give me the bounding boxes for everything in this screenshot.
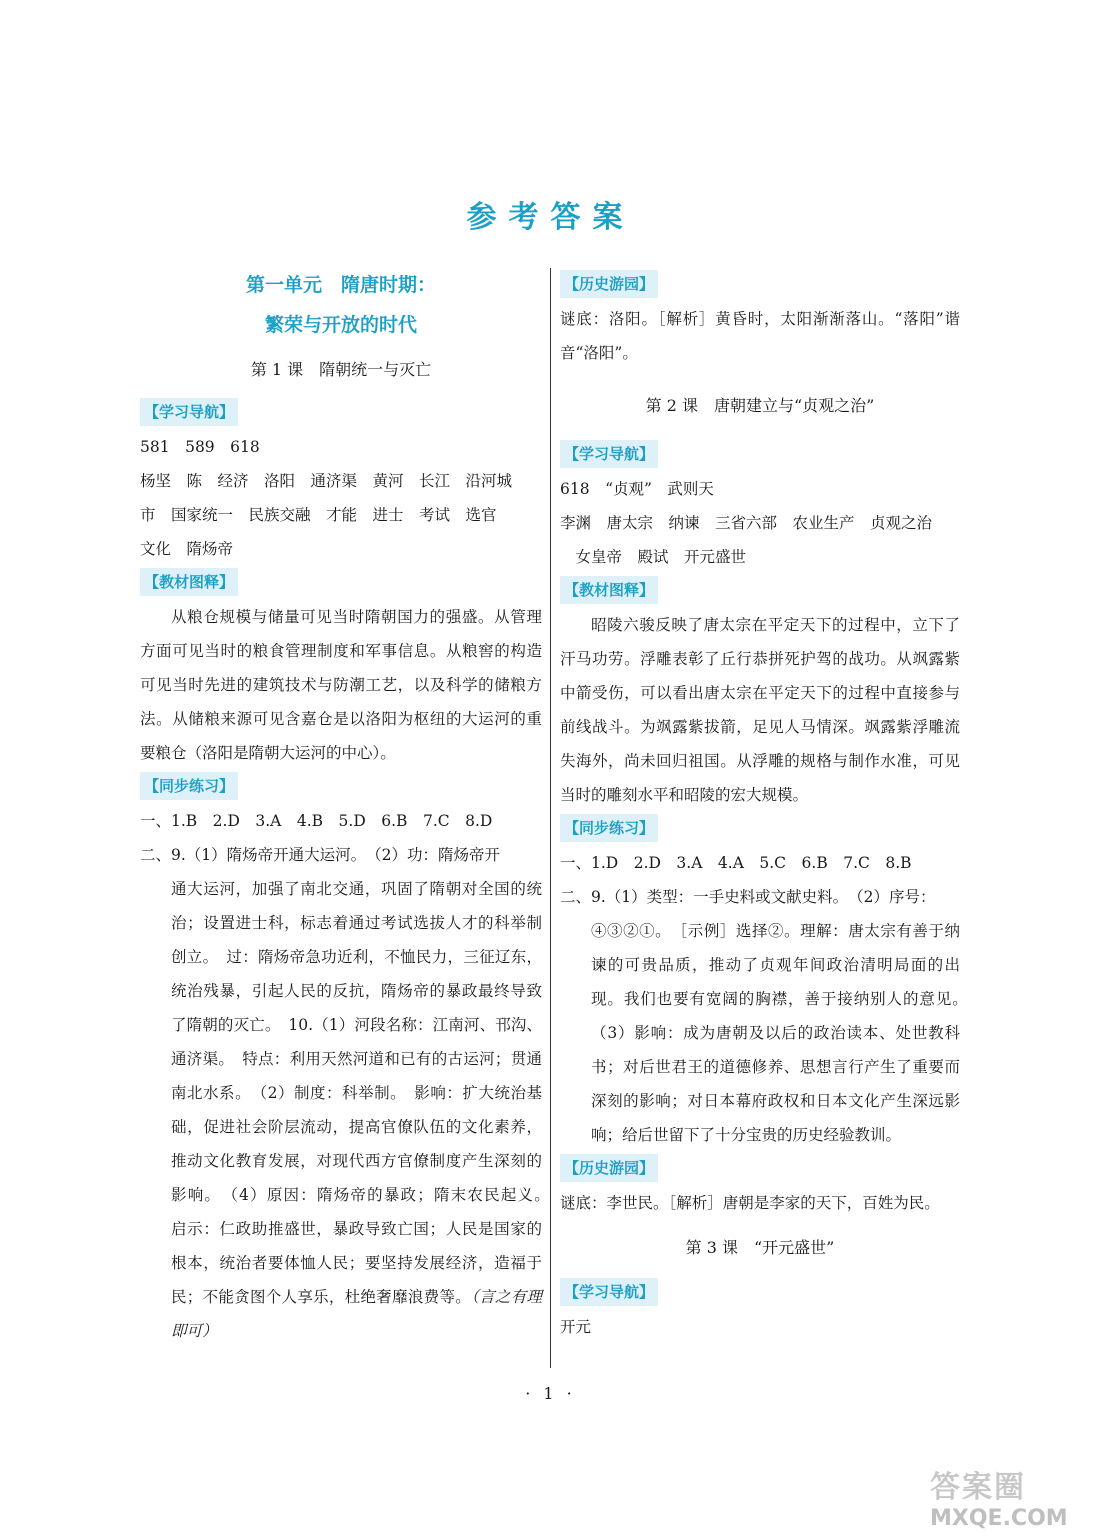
page-number: · 1 · [525, 1384, 576, 1403]
practice-q9-first-line: 二、9.（1）隋炀帝开通大运河。 （2）功：隋炀帝开 [140, 846, 501, 864]
figure-explanation: 昭陵六骏反映了唐太宗在平定天下的过程中，立下了汗马功劳。浮雕表彰了丘行恭拼死护驾的战功。从飒露紫中箭受伤，可以看出唐太宗在平定天下的过程中直接参与前线战斗。为飒露紫拔箭，足见人马情深。飒露紫浮雕流失海外，尚未回归祖国。从浮雕的规格与制作水准，可见当时的雕刻水平和昭陵的宏大规模。 [560, 616, 960, 804]
section-tag-guide: 【学习导航】 [140, 398, 238, 426]
unit-title-line1: 第一单元 隋唐时期： [245, 274, 436, 296]
section-tag-figure: 【教材图释】 [140, 568, 238, 596]
section-tag-practice: 【同步练习】 [140, 772, 238, 800]
practice-q9-first-line: 二、9.（1）类型：一手史料或文献史料。 （2）序号： [560, 888, 936, 906]
guide-line: 市 国家统一 民族交融 才能 进士 考试 选官 [140, 506, 497, 524]
lesson-1-title: 第 1 课 隋朝统一与灭亡 [250, 360, 432, 379]
section-tag-garden: 【历史游园】 [560, 270, 658, 298]
section-tag-figure: 【教材图释】 [560, 576, 658, 604]
watermark-url: MXQE.COM [930, 1506, 1068, 1531]
lesson-3-title: 第 3 课 “开元盛世” [685, 1238, 835, 1257]
unit-title-line2: 繁荣与开放的时代 [264, 314, 417, 336]
practice-answers [140, 872, 558, 1348]
practice-answers: ④③②①。 ［示例］选择②。理解：唐太宗有善于纳谏的可贵品质，推动了贞观年间政治清明局面的出现。我们也要有宽阔的胸襟，善于接纳别人的意见。 （3）影响：成为唐朝及以后的政治读本、处世教科书；对后世君王的道德修养、思想言行产生了重要而深刻的影响；对日本幕府政权和日本文化产生深远影响；给后世留下了十分宝贵的历史经验教训。 [591, 922, 976, 1144]
practice-choice-answers: 一、1.D 2.D 3.A 4.A 5.C 6.B 7.C 8.B [560, 854, 912, 872]
right-column [560, 268, 976, 1344]
watermark-logo [930, 1462, 1090, 1530]
left-column [140, 268, 558, 1348]
guide-line: 文化 隋炀帝 [140, 540, 234, 558]
guide-line: 581 589 618 [140, 438, 260, 456]
guide-line: 618 “贞观” 武则天 [560, 480, 714, 498]
section-tag-guide: 【学习导航】 [560, 1278, 658, 1306]
garden-riddle: 谜底：洛阳。［解析］黄昏时，太阳渐渐落山。“落阳”谐音“洛阳”。 [560, 310, 960, 362]
practice-choice-answers: 一、1.B 2.D 3.A 4.B 5.D 6.B 7.C 8.D [140, 812, 493, 830]
watermark-logo-text: 答案圈 [930, 1470, 1026, 1505]
page-title: 参考答案 [466, 200, 635, 235]
practice-note: （言之有理即可） [171, 1288, 542, 1340]
guide-line: 开元 [560, 1318, 592, 1336]
section-tag-garden: 【历史游园】 [560, 1154, 658, 1182]
section-tag-practice: 【同步练习】 [560, 814, 658, 842]
guide-line: 女皇帝 殿试 开元盛世 [560, 548, 747, 566]
figure-explanation: 从粮仓规模与储量可见当时隋朝国力的强盛。从管理方面可见当时的粮食管理制度和军事信息。从粮窖的构造可见当时先进的建筑技术与防潮工艺，以及科学的储粮方法。从储粮来源可见含嘉仓是以洛阳为枢纽的大运河的重要粮仓（洛阳是隋朝大运河的中心）。 [140, 608, 542, 762]
lesson-2-title: 第 2 课 唐朝建立与“贞观之治” [645, 396, 875, 415]
guide-line: 李渊 唐太宗 纳谏 三省六部 农业生产 贞观之治 [560, 514, 933, 532]
garden-riddle: 谜底：李世民。［解析］唐朝是李家的天下，百姓为民。 [560, 1194, 940, 1212]
practice-answers-text: 通大运河，加强了南北交通，巩固了隋朝对全国的统治；设置进士科，标志着通过考试选拔人才的科举制创立。 过：隋炀帝急功近利，不恤民力，三征辽东，统治残暴，引起人民的反抗，隋炀帝的暴政最终导致了隋朝的灭亡。 10.（1）河段名称：江南河、邗沟、通济渠。 特点：利用天然河道和已有的古运河；贯通南北水系。 （2）制度：科举制。 影响：扩大统治基础，促进社会阶层流动，提高官僚队伍的文化素养，推动文化教育发展，对现代西方官僚制度产生深刻的影响。 （4）原因：隋炀帝的暴政；隋末农民起义。 启示：仁政助推盛世，暴政导致亡国；人民是国家的根本，统治者要体恤人民；要坚持发展经济，造福于民；不能贪图个人享乐，杜绝奢靡浪费等。 [171, 880, 558, 1306]
section-tag-guide: 【学习导航】 [560, 440, 658, 468]
guide-line: 杨坚 陈 经济 洛阳 通济渠 黄河 长江 沿河城 [140, 472, 513, 490]
